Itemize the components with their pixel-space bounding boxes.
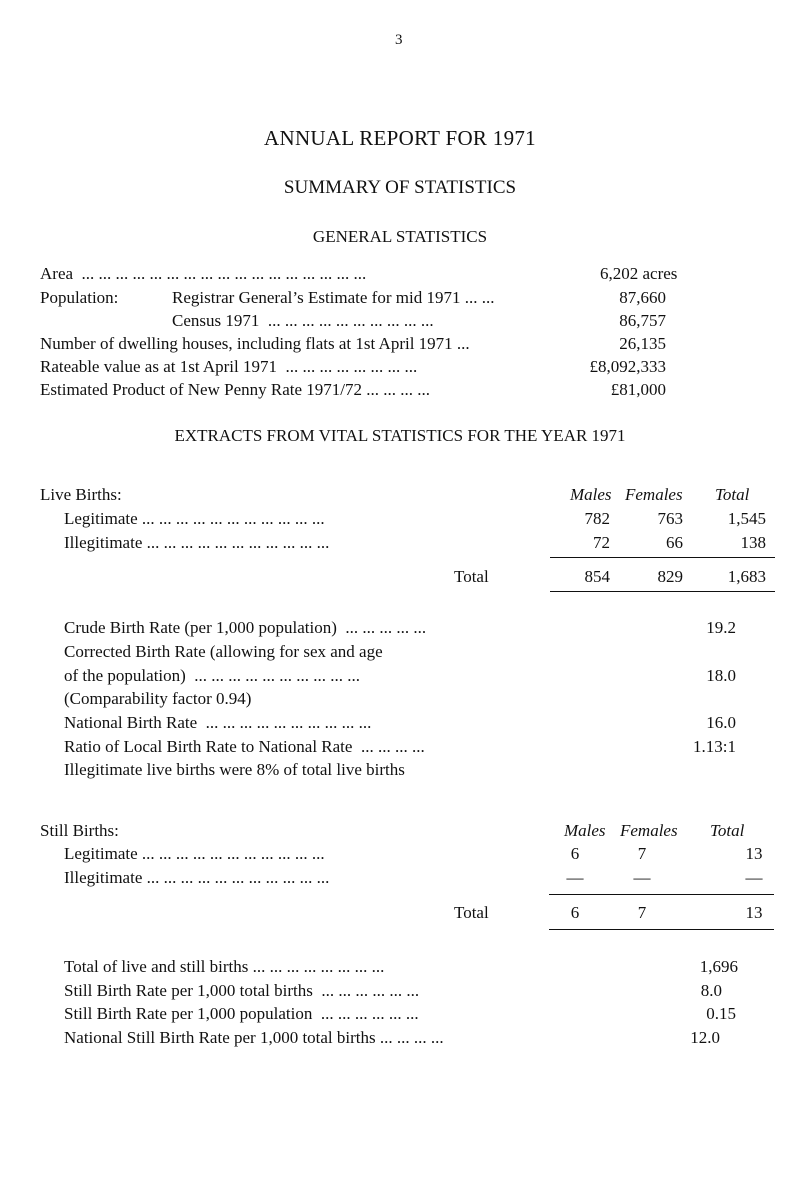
live-births-col-males: Males: [570, 485, 612, 504]
still-legit-total: 13: [745, 844, 763, 863]
still-total-label: Total: [454, 903, 489, 922]
census-label: Census 1971 ... ... ... ... ... ... ... ... ... ...: [172, 311, 434, 330]
population-label: Population:: [40, 288, 119, 307]
still-illegit-males: —: [566, 868, 584, 887]
live-legit-label: Legitimate ... ... ... ... ... ... ... ... ... ... ...: [64, 509, 325, 528]
ratio-label: Ratio of Local Birth Rate to National Rate ... ... ... ...: [64, 737, 425, 756]
live-legit-females: 763: [657, 509, 683, 528]
live-total-females: 829: [657, 567, 683, 586]
dwellings-value: 26,135: [619, 334, 666, 353]
still-total-females: 7: [637, 903, 647, 922]
general-statistics-heading: GENERAL STATISTICS: [312, 227, 488, 246]
live-illegit-label: Illegitimate ... ... ... ... ... ... ... ... ... ... ...: [64, 533, 330, 552]
corrected-birth-rate-label: Corrected Birth Rate (allowing for sex and age: [64, 642, 383, 661]
crude-birth-rate-value: 19.2: [706, 618, 736, 637]
live-legit-males: 782: [584, 509, 610, 528]
extracts-heading: EXTRACTS FROM VITAL STATISTICS FOR THE YEAR 1971: [174, 426, 626, 445]
total-births-label: Total of live and still births ... ... ... ... ... ... ... ...: [64, 957, 385, 976]
still-legit-label: Legitimate ... ... ... ... ... ... ... ... ... ... ...: [64, 844, 325, 863]
national-birth-rate-value: 16.0: [706, 713, 736, 732]
dwellings-label: Number of dwelling houses, including flats at 1st April 1971 ...: [40, 334, 470, 353]
still-births-heading: Still Births:: [40, 821, 119, 840]
registrar-estimate-value: 87,660: [619, 288, 666, 307]
still-rate-total-label: Still Birth Rate per 1,000 total births ... ... ... ... ... ...: [64, 981, 420, 1000]
national-still-rate-value: 12.0: [690, 1028, 720, 1047]
still-births-col-females: Females: [620, 821, 678, 840]
total-births-value: 1,696: [699, 957, 738, 976]
still-rate-total-value: 8.0: [700, 981, 722, 1000]
comparability-factor: (Comparability factor 0.94): [64, 689, 252, 708]
page-number: 3: [395, 32, 403, 48]
rateable-value-label: Rateable value as at 1st April 1971 ... ... ... ... ... ... ... ...: [40, 357, 418, 376]
still-illegit-label: Illegitimate ... ... ... ... ... ... ... ... ... ... ...: [64, 868, 330, 887]
national-still-rate-label: National Still Birth Rate per 1,000 total births ... ... ... ...: [64, 1028, 444, 1047]
corrected-birth-rate-label-2: of the population) ... ... ... ... ... ... ... ... ... ...: [64, 666, 361, 685]
corrected-birth-rate-value: 18.0: [706, 666, 736, 685]
live-births-rule-bottom: [550, 591, 775, 592]
live-total-total: 1,683: [727, 567, 766, 586]
still-births-rule-top: [549, 894, 774, 895]
live-total-males: 854: [584, 567, 610, 586]
still-legit-males: 6: [570, 844, 580, 863]
rateable-value: £8,092,333: [589, 357, 666, 376]
summary-title: SUMMARY OF STATISTICS: [283, 177, 517, 198]
live-total-label: Total: [454, 567, 489, 586]
still-births-col-total: Total: [710, 821, 745, 840]
still-rate-pop-label: Still Birth Rate per 1,000 population ... ... ... ... ... ...: [64, 1004, 419, 1023]
live-illegit-total: 138: [740, 533, 766, 552]
still-rate-pop-value: 0.15: [706, 1004, 736, 1023]
live-illegit-females: 66: [666, 533, 683, 552]
still-legit-females: 7: [637, 844, 647, 863]
census-value: 86,757: [619, 311, 666, 330]
live-illegit-males: 72: [593, 533, 610, 552]
live-legit-total: 1,545: [727, 509, 766, 528]
still-illegit-total: —: [745, 868, 763, 887]
ratio-value: 1.13:1: [693, 737, 736, 756]
registrar-estimate-label: Registrar General’s Estimate for mid 1971 ... ...: [172, 288, 495, 307]
crude-birth-rate-label: Crude Birth Rate (per 1,000 population) ... ... ... ... ...: [64, 618, 427, 637]
still-total-total: 13: [745, 903, 763, 922]
live-births-rule-top: [550, 557, 775, 558]
still-births-rule-bottom: [549, 929, 774, 930]
still-total-males: 6: [570, 903, 580, 922]
live-births-heading: Live Births:: [40, 485, 122, 504]
report-title: ANNUAL REPORT FOR 1971: [264, 126, 536, 150]
live-births-col-total: Total: [715, 485, 750, 504]
penny-rate-value: £81,000: [610, 380, 666, 399]
still-illegit-females: —: [633, 868, 651, 887]
illegitimate-note: Illegitimate live births were 8% of total live births: [64, 760, 405, 779]
national-birth-rate-label: National Birth Rate ... ... ... ... ... ... ... ... ... ...: [64, 713, 372, 732]
area-value: 6,202 acres: [600, 264, 678, 283]
area-label: Area ... ... ... ... ... ... ... ... ... ... ... ... ... ... ... ... ...: [40, 264, 367, 283]
penny-rate-label: Estimated Product of New Penny Rate 1971/72 ... ... ... ...: [40, 380, 431, 399]
still-births-col-males: Males: [564, 821, 606, 840]
live-births-col-females: Females: [625, 485, 683, 504]
